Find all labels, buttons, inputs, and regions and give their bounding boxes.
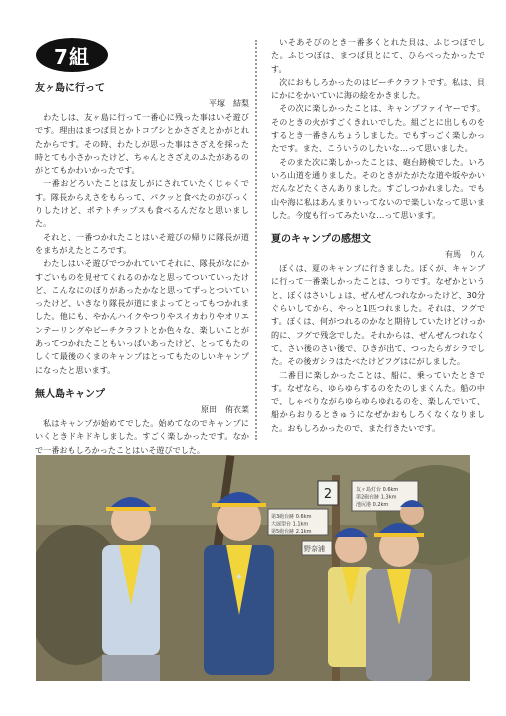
- column-divider: [255, 40, 263, 440]
- paragraph: 一番おどろいたことは友しがにされていたくじゃくです。隊長からえさをもらって、パクッと食べたのがびっくりしたけど、ポテトチップスも食べるんだなと思いました。: [35, 178, 249, 229]
- article-title: 夏のキャンプの感想文: [271, 234, 371, 246]
- paragraph: 二番目に楽しかったことは、船に、乗っていたときです。なぜなら、ゆらゆらするのをたのしまくんた。船の中で、しゃべりながらゆらゆらゆれるのを、楽しんでいて、船からおりるときゅうになぜかおもしろくなくなりました。おもしろかったので、また行きたいです。: [271, 369, 485, 433]
- article-mujinto-camp-continued: [271, 36, 485, 222]
- right-column: [271, 36, 485, 446]
- article-mujinto-camp: [35, 388, 249, 457]
- paragraph: 私はキャンプが始めてでした。始めてなのでキャンプにいくときドキドキしました。すごく楽しかったです。なかで一番おもしろかったことはいそ遊びでした。: [35, 417, 249, 455]
- article-title: 無人島キャンプ: [35, 388, 105, 400]
- article-author: 原田 侑衣菜: [201, 404, 249, 414]
- paragraph: わたしは、友ヶ島に行って一番心に残った事はいそ遊びです。理由はまつば貝とかトコブシとかさざえとかがとれたからです。その時、わたしが思った事はさざえを採った時とても小さかったけど、ちゃんとさざえのふたがあるのがとてもかわいかったです。: [35, 112, 249, 176]
- paragraph: 次におもしろかったのはビーチクラフトです。私は、貝にかにをかいていに海の絵をかきました。: [271, 76, 485, 101]
- left-column: [35, 82, 249, 468]
- sign-number: 2: [323, 487, 333, 502]
- paragraph: そのまた次に楽しかったことは、砲台跡検でした。いろいろ山道を通りました。そのときがたがたな道や坂やかいだんなどたくさんありました。すごしつかれました。でも山や海に私はあんまりいってないので楽しいなって思いました。今度も行ってみたいな…って思います。: [271, 156, 485, 220]
- paragraph: それと、一番つかれたことはいそ遊びの帰りに隊長が道をまちがえたところです。: [35, 231, 249, 255]
- article-summer-camp: [271, 233, 485, 435]
- paragraph: ぼくは、夏のキャンプに行きました。ぼくが、キャンプに行って一番楽しかったことは、つりです。なぜかというと、ぼくはさいしょは、ぜんぜんつれなかったけど、30分ぐらいしてから、やっと1匹つれました。それは、フグです。ぼくは、何がつれるのかなと期待していたけどけっか的に、フグで残念でした。それからは、ぜんぜんつれなくて、さい後のさい後で、ひきが出て、つったらガシラでした。その後ガシラはたべたけどフグはにがしました。: [271, 263, 485, 367]
- class-badge: 7組: [36, 38, 108, 72]
- article-author: 平塚 結梨: [209, 99, 249, 108]
- paragraph: その次に楽しかったことは、キャンプファイヤーです。そのときの火がすごくきれいでした。組ごとに出しものをするとき一番きんちょうしました。でもすっごく楽しかったです。また、こういうのしたいな…って思いました。: [271, 103, 485, 154]
- photo-illustration: [36, 455, 470, 681]
- article-tomogashima: [35, 82, 249, 377]
- paragraph: いそあそびのとき一番多くとれた貝は、ふじつぼでした。ふじつぼは、まつば貝とにて、ひらべったかったです。: [271, 37, 485, 74]
- paragraph: わたしはいそ遊びでつかれていてそれに、隊長がなにかすごいものを見せてくれるのかなと思ってついていったけど、こんなにのぼりがあったかなと思ってずっとついていったけど、いきなり隊長が道にまよってとってもつかれました。他にも、やかんハイクやつりやスイカわりやオリエンテーリングやビーチクラフトとか色々な、楽しいことがあってつかれたこともいっぱいあったけど、とってもたのしくて最後のくまのキャンプはとってもたのしいキャンプになったと思います。: [35, 258, 249, 375]
- sign-left-text: 第3砲台跡 0.6km 大展望台 1.1km 第5砲台跡 2.1km: [271, 514, 312, 535]
- group-photo: [36, 455, 470, 681]
- article-title: 友ヶ島に行って: [35, 83, 105, 94]
- svg-text:✦: ✦: [234, 572, 244, 583]
- article-author: 有馬 りん: [445, 250, 485, 260]
- sign-bottom-text: 野奈浦: [304, 545, 325, 553]
- scout-5: [400, 500, 424, 525]
- sign-top-text: 友ヶ島灯台 0.6km 第2砲台跡 1.3km 池尻港 0.2km: [356, 487, 399, 508]
